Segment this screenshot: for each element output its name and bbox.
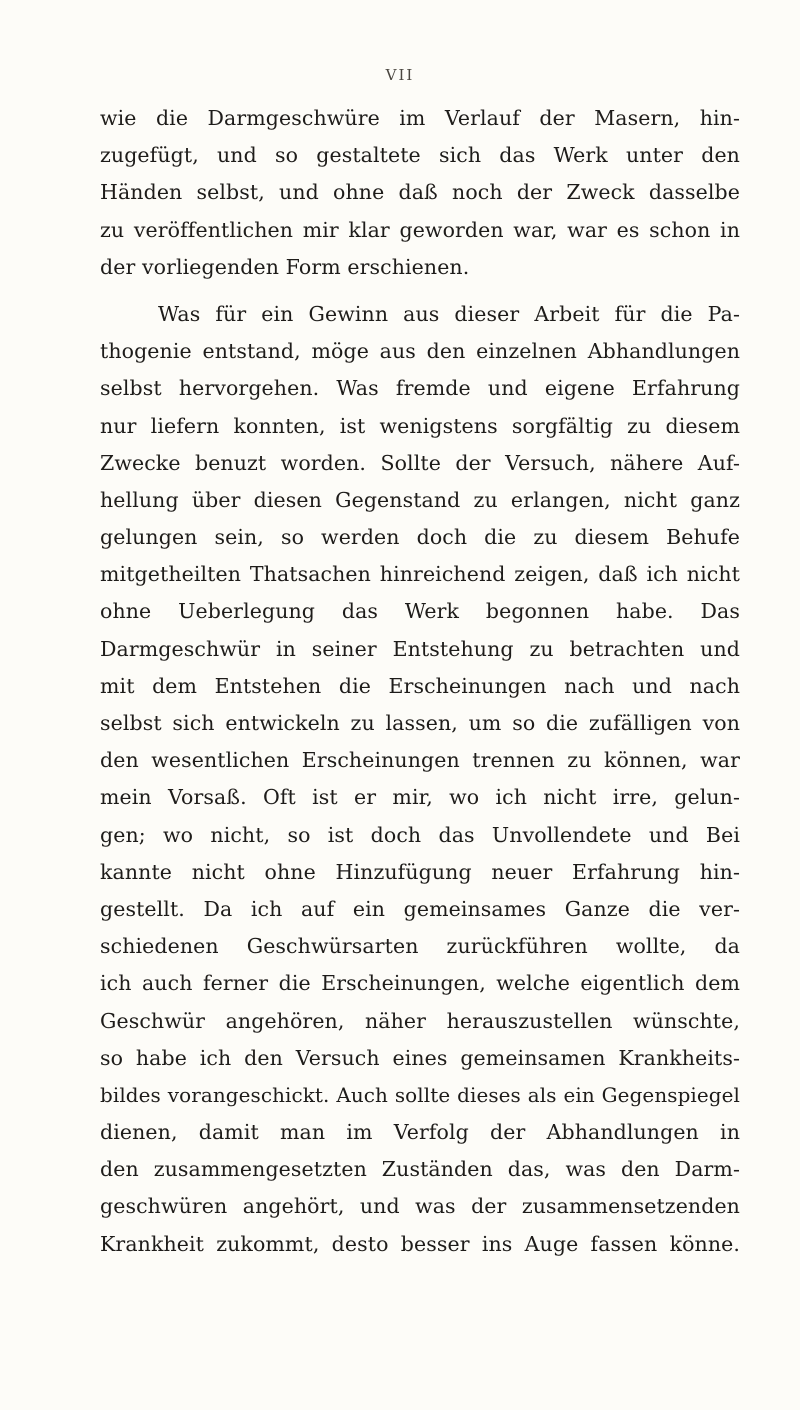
- text-line: wie die Darmgeschwüre im Verlauf der Masern, hin-: [100, 106, 740, 130]
- text-line: schiedenen Geschwürsarten zurückführen wollte, da: [100, 934, 740, 959]
- text-line: Was für ein Gewinn aus dieser Arbeit für die Pa-: [158, 301, 740, 326]
- text-line: so habe ich den Versuch eines gemeinsamen Krankheits-: [100, 1045, 740, 1070]
- text-line: zu veröffentlichen mir klar geworden war, war es schon in: [100, 217, 740, 242]
- text-line: ohne Ueberlegung das Werk begonnen habe. Das: [100, 599, 740, 624]
- text-line: bildes vorangeschickt. Auch sollte dieses als ein Gegenspiegel: [100, 1083, 740, 1107]
- text-line: nur liefern konnten, ist wenigstens sorgfältig zu diesem: [100, 413, 740, 438]
- text-line: Krankheit zukommt, desto besser ins Auge fassen könne.: [100, 1231, 740, 1256]
- text-line: gelungen sein, so werden doch die zu diesem Behufe: [100, 525, 740, 550]
- text-line: mit dem Entstehen die Erscheinungen nach und nach: [100, 673, 740, 698]
- text-line: selbst sich entwickeln zu lassen, um so die zufälligen von: [100, 711, 740, 735]
- text-line: selbst hervorgehen. Was fremde und eigene Erfahrung: [100, 376, 740, 401]
- text-line: Händen selbst, und ohne daß noch der Zweck dasselbe: [100, 180, 740, 205]
- text-line: Darmgeschwür in seiner Entstehung zu betrachten und: [100, 636, 740, 661]
- text-line: Zwecke benuzt worden. Sollte der Versuch, nähere Auf-: [100, 450, 740, 475]
- text-line: dienen, damit man im Verfolg der Abhandlungen in: [100, 1120, 740, 1145]
- text-line: den wesentlichen Erscheinungen trennen zu können, war: [100, 748, 740, 773]
- text-line: zugefügt, und so gestaltete sich das Werk unter den: [100, 143, 740, 168]
- text-line: gestellt. Da ich auf ein gemeinsames Ganze die ver-: [100, 896, 740, 921]
- text-line: den zusammengesetzten Zuständen das, was den Darm-: [100, 1157, 740, 1182]
- text-line: geschwüren angehört, und was der zusammensetzenden: [100, 1194, 740, 1219]
- text-line: hellung über diesen Gegenstand zu erlangen, nicht ganz: [100, 487, 740, 512]
- text-line: mein Vorsaß. Oft ist er mir, wo ich nicht irre, gelun-: [100, 785, 740, 810]
- text-line: Geschwür angehören, näher herauszustellen wünschte,: [100, 1008, 740, 1033]
- text-line: mitgetheilten Thatsachen hinreichend zeigen, daß ich nicht: [100, 562, 740, 587]
- body-text: [100, 100, 740, 1263]
- text-line: gen; wo nicht, so ist doch das Unvollendete und Bei: [100, 822, 740, 847]
- text-line: thogenie entstand, möge aus den einzelnen Abhandlungen: [100, 339, 740, 364]
- text-line: der vorliegenden Form erschienen.: [100, 254, 470, 279]
- page-number: VII: [385, 66, 415, 84]
- text-line: ich auch ferner die Erscheinungen, welche eigentlich dem: [100, 971, 740, 996]
- text-line: kannte nicht ohne Hinzufügung neuer Erfahrung hin-: [100, 859, 740, 884]
